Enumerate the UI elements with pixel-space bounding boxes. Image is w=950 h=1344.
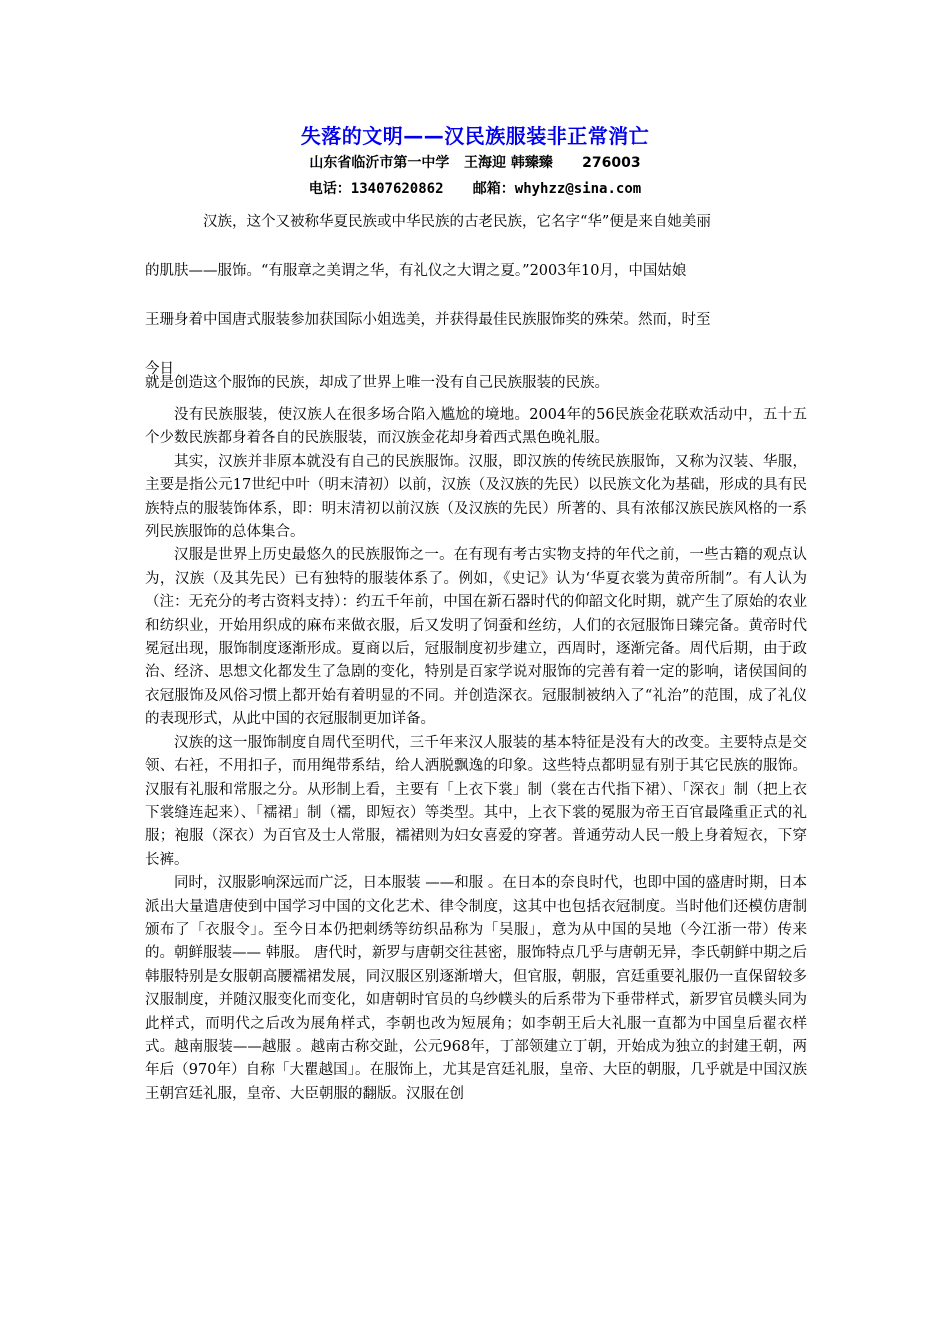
- body-paragraph: 汉服是世界上历史最悠久的民族服饰之一。在有现有考古实物支持的年代之前，一些古籍的观点认为，汉族（及其先民）已有独特的服装体系了。例如，《史记》认为‘华夏衣裳为黄帝所制”。有人认为（注：无充分的考古资料支持）：约五千年前，中国在新石器时代的仰韶文化时期，就产生了原始的农业和纺织业，开始用织成的麻布来做衣服，后又发明了饲蚕和丝纺，人们的衣冠服饰日臻完备。黄帝时代冕冠出现，服饰制度逐渐形成。夏商以后，冠服制度初步建立，西周时，逐渐完备。周代后期，由于政治、经济、思想文化都发生了急剧的变化，特别是百家学说对服饰的完善有着一定的影响，诸侯国间的衣冠服饰及风俗习惯上都开始有着明显的不同。并创造深衣。冠服制被纳入了“礼治”的范围，成了礼仪的表现形式，从此中国的衣冠服制更加详备。: [145, 547, 807, 728]
- article-body: [145, 404, 807, 1106]
- phone-number: 13407620862: [350, 181, 444, 197]
- intro-line: 今日: [145, 361, 174, 377]
- body-paragraph: 汉族的这一服饰制度自周代至明代，三千年来汉人服装的基本特征是没有大的改变。主要特点是交领、右衽，不用扣子，而用绳带系结，给人洒脱飘逸的印象。这些特点都明显有别于其它民族的服饰。汉服有礼服和常服之分。从形制上看，主要有「上衣下裳」制（裳在古代指下裙）、「深衣」制（把上衣下裳缝连起来）、「襦裙」制（襦，即短衣）等类型。其中，上衣下裳的冕服为帝王百官最隆重正式的礼服；袍服（深衣）为百官及士人常服，襦裙则为妇女喜爱的穿著。普通劳动人民一般上身着短衣，下穿长裤。: [145, 734, 807, 868]
- contact-line: [0, 178, 950, 198]
- intro-line: 汉族，这个又被称华夏民族或中华民族的古老民族，它名字“华”便是来自她美丽: [203, 214, 711, 230]
- body-paragraph: 同时，汉服影响深远而广泛，日本服装 ——和服 。在日本的奈良时代，也即中国的盛唐时期，日本派出大量遣唐使到中国学习中国的文化艺术、律令制度，这其中也包括衣冠制度。当时他们还模仿唐制颁布了「衣服令」。至今日本仍把刺绣等纺织品称为「吴服」，意为从中国的吴地（今江浙一带）传来的。朝鲜服装—— 韩服。 唐代时，新罗与唐朝交往甚密，服饰特点几乎与唐朝无异，李氏朝鲜中期之后韩服特别是女服朝高腰襦裙发展，同汉服区别逐渐增大，但官服，朝服，宫廷重要礼服仍一直保留较多汉服制度，并随汉服变化而变化，如唐朝时官员的乌纱幞头的后系带为下垂带样式，新罗官员幞头同为此样式，而明代之后改为展角样式，李朝也改为短展角；如李朝王后大礼服一直都为中国皇后翟衣样式。越南服装——越服 。越南古称交趾，公元968年，丁部领建立丁朝，开始成为独立的封建王朝，两年后（970年）自称「大瞿越国」。在服饰上，尤其是宫廷礼服，皇帝、大臣的朝服，几乎就是中国汉族王朝宫廷礼服，皇帝、大臣朝服的翻版。汉服在创: [145, 875, 807, 1102]
- intro-line: 的肌肤——服饰。“有服章之美谓之华，有礼仪之大谓之夏。”2003年10月，中国姑娘: [145, 263, 687, 279]
- intro-paragraph: [145, 198, 807, 394]
- phone-label: 电话：: [308, 181, 351, 197]
- email-address: whyhzz@sina.com: [514, 181, 642, 197]
- email-label: 邮箱：: [472, 181, 515, 197]
- author-line: 山东省临沂市第一中学 王海迎 韩臻臻 276003: [309, 155, 641, 171]
- article-title: 失落的文明——汉民族服装非正常消亡: [300, 124, 650, 148]
- body-paragraph: 其实，汉族并非原本就没有自己的民族服饰。汉服，即汉族的传统民族服饰，又称为汉装、华服，主要是指公元17世纪中叶（明末清初）以前，汉族（及汉族的先民）以民族文化为基础，形成的具有民族特点的服装饰体系，即：明末清初以前汉族（及汉族的先民）所著的、具有浓郁汉族民族风格的一系列民族服饰的总体集合。: [145, 453, 807, 541]
- intro-line: 王珊身着中国唐式服装参加获国际小姐选美，并获得最佳民族服饰奖的殊荣。然而，时至: [145, 312, 711, 328]
- body-paragraph: 没有民族服装，使汉族人在很多场合陷入尴尬的境地。2004年的56民族金花联欢活动中，五十五个少数民族都身着各自的民族服装，而汉族金花却身着西式黑色晚礼服。: [145, 407, 807, 447]
- intro-tail: 就是创造这个服饰的民族，却成了世界上唯一没有自己民族服装的民族。: [145, 375, 609, 391]
